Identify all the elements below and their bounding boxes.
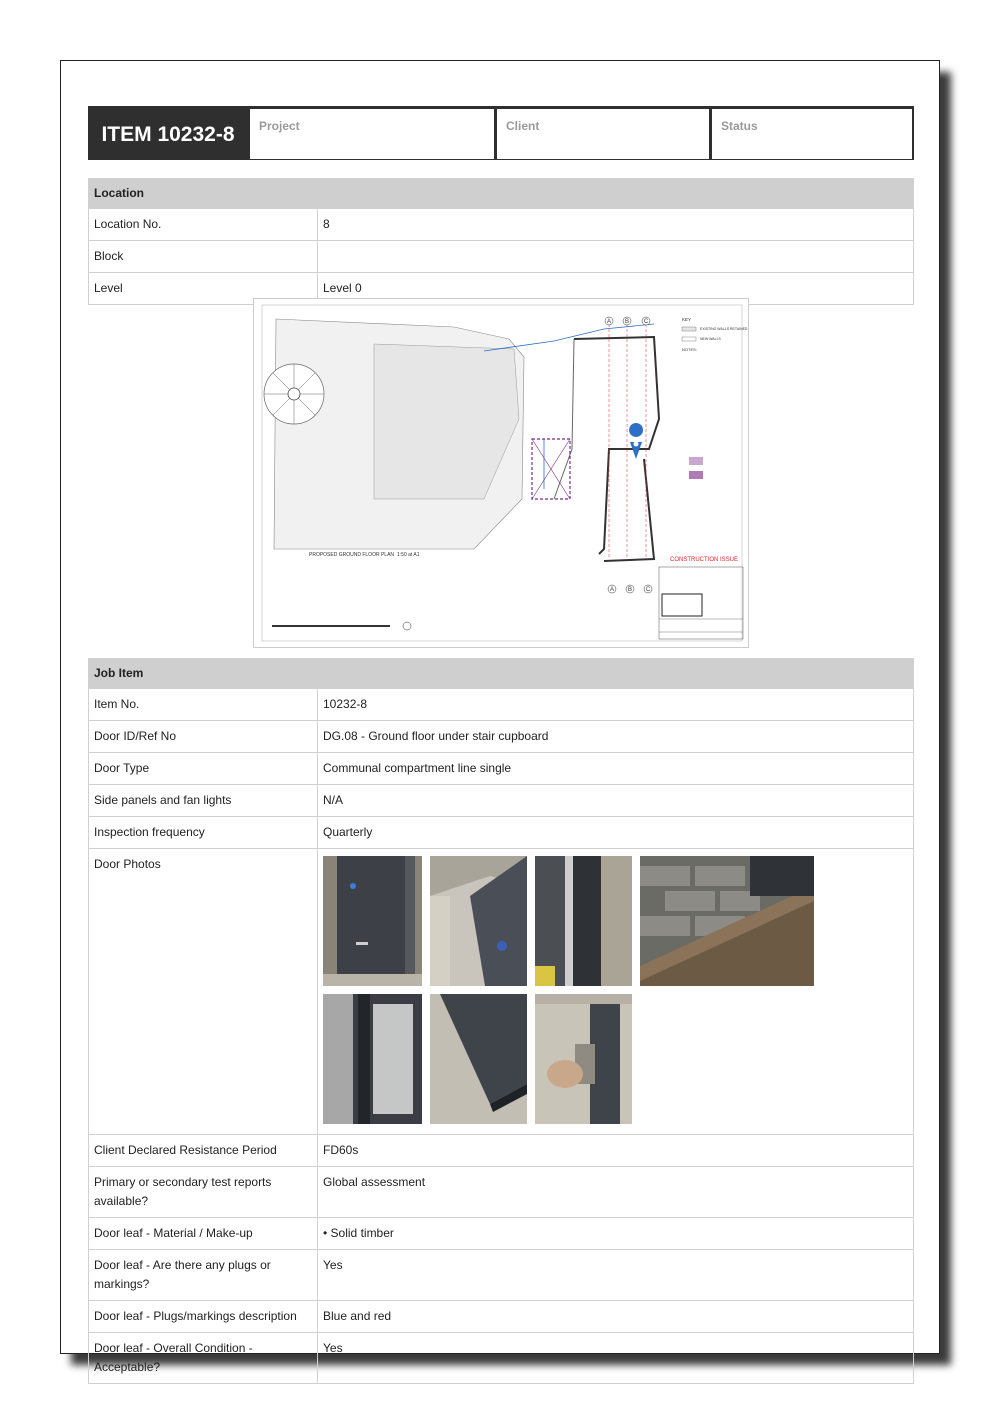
floor-plan-image[interactable] (253, 298, 749, 648)
door-photo[interactable] (640, 856, 814, 986)
table-row (89, 1135, 914, 1167)
row-value: Communal compartment line single (318, 753, 914, 785)
grid-label-b: B (627, 587, 633, 593)
client-label: Client (506, 119, 540, 133)
bullet-item: • Solid timber (323, 1226, 394, 1240)
row-label: Block (89, 241, 318, 273)
door-photo[interactable] (323, 994, 422, 1124)
door-photo[interactable] (430, 856, 527, 986)
table-row (89, 753, 914, 785)
section-header (89, 659, 914, 689)
row-value (318, 1218, 914, 1250)
item-title: ITEM 10232-8 (88, 109, 248, 160)
row-label: Door leaf - Plugs/markings description (89, 1301, 318, 1333)
table-row (89, 1301, 914, 1333)
location-section-title: Location (89, 179, 914, 209)
row-label: Inspection frequency (89, 817, 318, 849)
row-label: Location No. (89, 209, 318, 241)
table-row (89, 1250, 914, 1301)
row-value: Yes (318, 1250, 914, 1301)
table-row (89, 689, 914, 721)
row-value: Yes (318, 1333, 914, 1384)
floor-plan-drawing (254, 299, 748, 647)
row-value: FD60s (318, 1135, 914, 1167)
plan-scale: 1:50 at A1 (397, 552, 420, 558)
table-row (89, 1218, 914, 1250)
row-label: Door Photos (89, 849, 318, 1135)
door-photo[interactable] (535, 994, 632, 1124)
row-label: Door Type (89, 753, 318, 785)
plan-notes-label: NOTES: (682, 347, 697, 352)
row-value: Level 0 (318, 273, 914, 305)
door-photos-cell (318, 849, 914, 1135)
job-item-section-title: Job Item (89, 659, 914, 689)
row-label: Primary or secondary test reports available? (89, 1167, 318, 1218)
job-item-table (88, 658, 914, 1384)
location-table (88, 178, 914, 305)
plan-existing-walls: EXISTING WALLS RETAINED (700, 327, 748, 331)
row-value: Blue and red (318, 1301, 914, 1333)
row-value: Quarterly (318, 817, 914, 849)
row-value: 8 (318, 209, 914, 241)
row-value: Global assessment (318, 1167, 914, 1218)
row-label: Door leaf - Overall Condition - Acceptable? (89, 1333, 318, 1384)
row-label: Side panels and fan lights (89, 785, 318, 817)
door-photo[interactable] (323, 856, 422, 986)
door-photo[interactable] (535, 856, 632, 986)
plan-key-label: KEY (682, 317, 692, 322)
table-row (89, 209, 914, 241)
status-label: Status (721, 119, 758, 133)
table-row (89, 817, 914, 849)
row-label: Door leaf - Are there any plugs or markings? (89, 1250, 318, 1301)
row-label: Item No. (89, 689, 318, 721)
report-page (60, 60, 940, 1374)
grid-label-a: A (609, 587, 615, 593)
project-label: Project (259, 119, 300, 133)
row-label: Client Declared Resistance Period (89, 1135, 318, 1167)
status-cell (710, 109, 914, 160)
row-value: N/A (318, 785, 914, 817)
grid-label-c: C (645, 587, 651, 593)
table-row (89, 241, 914, 273)
row-label: Door leaf - Material / Make-up (89, 1218, 318, 1250)
door-photo[interactable] (430, 994, 527, 1124)
client-cell (495, 109, 710, 160)
project-cell (248, 109, 495, 160)
door-photos (323, 855, 823, 1128)
row-label: Door ID/Ref No (89, 721, 318, 753)
table-row (89, 1167, 914, 1218)
section-header (89, 179, 914, 209)
table-row (89, 785, 914, 817)
grid-label-c: C (643, 319, 649, 325)
plan-construction-issue: CONSTRUCTION ISSUE (670, 557, 739, 563)
item-header (88, 106, 914, 160)
plan-caption: PROPOSED GROUND FLOOR PLAN (309, 552, 395, 558)
table-row (89, 849, 914, 1135)
row-value: 10232-8 (318, 689, 914, 721)
table-row (89, 721, 914, 753)
row-value (318, 241, 914, 273)
grid-label-b: B (624, 319, 630, 325)
plan-new-walls: NEW WALLS (700, 337, 721, 341)
row-value: DG.08 - Ground floor under stair cupboard (318, 721, 914, 753)
grid-label-a: A (606, 319, 612, 325)
row-label: Level (89, 273, 318, 305)
table-row (89, 1333, 914, 1384)
